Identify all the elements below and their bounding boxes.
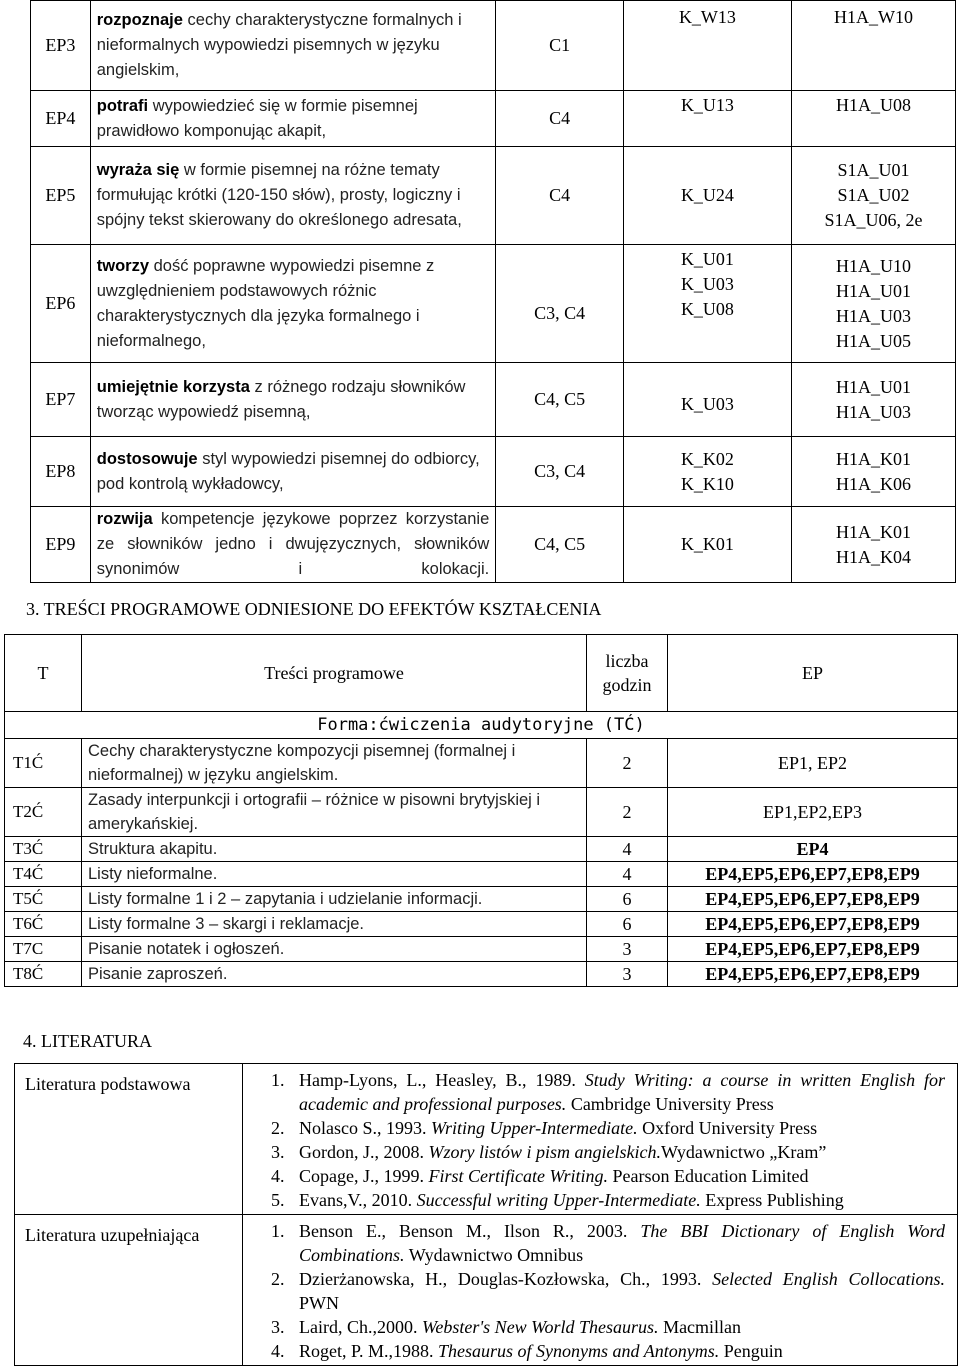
literature-table	[14, 1063, 958, 1366]
ref-title: Wzory listów i pism angielskich.	[428, 1142, 661, 1162]
effect-direction-ref: K_K01	[623, 507, 791, 583]
effect-code: EP6	[31, 245, 91, 363]
learning-outcomes-table	[30, 0, 956, 583]
effect-verb: wyraża się	[96, 161, 180, 179]
basic-literature-items	[251, 1068, 945, 1212]
table-row	[31, 147, 956, 245]
ref-title: First Certificate Writing.	[428, 1166, 608, 1186]
ref-author: Roget, P. M.,1988.	[299, 1341, 439, 1361]
topic-hours: 3	[587, 937, 668, 962]
effect-direction-ref: K_K02 K_K10	[623, 437, 791, 507]
ref-publisher: Pearson Education Limited	[608, 1166, 809, 1186]
ref-title: Successful writing Upper-Intermediate.	[416, 1190, 701, 1210]
effect-description	[90, 363, 496, 437]
basic-literature-label: Literatura podstawowa	[15, 1064, 243, 1215]
effect-area-ref: H1A_U10 H1A_U01 H1A_U03 H1A_U05	[792, 245, 956, 363]
table-row	[5, 962, 958, 987]
ref-author: Hamp-Lyons, L., Heasley, B., 1989.	[299, 1070, 585, 1090]
ref-author: Evans,V., 2010.	[299, 1190, 417, 1210]
topic-code: T7C	[5, 937, 82, 962]
header-t: T	[5, 635, 82, 712]
list-item	[289, 1068, 945, 1116]
header-hours: liczba godzin	[587, 635, 668, 712]
section-heading-literature: 4. LITERATURA	[23, 1031, 152, 1051]
table-row	[5, 788, 958, 837]
topic-content: Listy nieformalne.	[82, 862, 587, 887]
effect-direction-ref: K_U24	[623, 147, 791, 245]
supplementary-literature-items	[251, 1219, 945, 1363]
table-row	[5, 912, 958, 937]
table-row	[31, 245, 956, 363]
list-item	[289, 1267, 945, 1315]
header-ep: EP	[668, 635, 958, 712]
effect-code: EP4	[31, 91, 91, 147]
topic-code: T1Ć	[5, 739, 82, 788]
list-item	[289, 1140, 945, 1164]
effect-verb: potrafi	[96, 96, 149, 115]
effect-goal: C3, C4	[496, 437, 624, 507]
effect-code: EP3	[31, 1, 91, 91]
effect-verb: rozpoznaje	[96, 11, 183, 29]
ref-title: Study Writing: a course in written English for academic and professional purposes.	[299, 1070, 946, 1114]
effect-description	[90, 245, 496, 363]
table-row	[31, 91, 956, 147]
effect-goal: C4	[496, 91, 624, 147]
topic-hours: 2	[587, 788, 668, 837]
effect-goal: C3, C4	[496, 245, 624, 363]
table-row	[15, 1064, 958, 1215]
table-row	[31, 507, 956, 583]
ref-title: The BBI Dictionary of English Word Combinations.	[299, 1221, 945, 1265]
ref-author: Dzierżanowska, H., Douglas-Kozłowska, Ch., 1993.	[299, 1269, 713, 1289]
ref-publisher: PWN	[299, 1293, 339, 1313]
list-item	[289, 1116, 945, 1140]
effect-description	[90, 507, 496, 583]
effect-direction-ref: K_W13	[623, 1, 791, 91]
effect-text: w formie pisemnej na różne tematy formułując krótki (120-150 słów), prosty, logiczny i spójny tekst skierowany do określonego adresata,	[96, 161, 462, 229]
effect-verb: dostosowuje	[96, 449, 198, 468]
effect-verb: tworzy	[96, 256, 150, 275]
list-item	[289, 1339, 945, 1363]
topic-ep: EP4,EP5,EP6,EP7,EP8,EP9	[668, 962, 958, 987]
header-content: Treści programowe	[82, 635, 587, 712]
effect-verb: umiejętnie korzysta	[96, 377, 250, 396]
topic-content: Cechy charakterystyczne kompozycji pisemnej (formalnej i nieformalnej) w języku angielskim.	[82, 739, 587, 788]
topic-hours: 2	[587, 739, 668, 788]
effect-area-ref: H1A_K01 H1A_K04	[792, 507, 956, 583]
topic-ep: EP4	[668, 837, 958, 862]
ref-publisher: Wydawnictwo Omnibus	[404, 1245, 584, 1265]
ref-publisher: Macmillan	[658, 1317, 742, 1337]
table-row	[5, 739, 958, 788]
ref-title: Thesaurus of Synonyms and Antonyms.	[438, 1341, 720, 1361]
ref-author: Copage, J., 1999.	[299, 1166, 429, 1186]
effect-text: dość poprawne wypowiedzi pisemne z uwzględnieniem podstawowych różnic charakterystycznych dla języka formalnego i nieformalnego,	[96, 256, 435, 350]
topic-hours: 4	[587, 837, 668, 862]
effect-goal: C1	[496, 1, 624, 91]
table-row	[15, 1215, 958, 1366]
ref-title: Selected English Collocations.	[712, 1269, 946, 1289]
effect-code: EP8	[31, 437, 91, 507]
list-item	[289, 1219, 945, 1267]
topic-content: Listy formalne 1 i 2 – zapytania i udzielanie informacji.	[82, 887, 587, 912]
topic-content: Pisanie notatek i ogłoszeń.	[82, 937, 587, 962]
supplementary-literature-label: Literatura uzupełniająca	[15, 1215, 243, 1366]
topic-ep: EP1,EP2,EP3	[668, 788, 958, 837]
effect-description	[90, 1, 496, 91]
effect-description	[90, 91, 496, 147]
table-row	[5, 837, 958, 862]
ref-author: Gordon, J., 2008.	[299, 1142, 429, 1162]
effect-text: styl wypowiedzi pisemnej do odbiorcy, pod kontrolą wykładowcy,	[96, 449, 480, 493]
effect-text: kompetencje językowe poprzez korzystanie ze słowników jedno i dwujęzycznych, słowników synonimów i kolokacji.	[96, 510, 490, 578]
topic-ep: EP4,EP5,EP6,EP7,EP8,EP9	[668, 887, 958, 912]
effect-code: EP9	[31, 507, 91, 583]
topic-code: T8Ć	[5, 962, 82, 987]
topic-content: Zasady interpunkcji i ortografii – różnice w pisowni brytyjskiej i amerykańskiej.	[82, 788, 587, 837]
topic-code: T6Ć	[5, 912, 82, 937]
topic-code: T2Ć	[5, 788, 82, 837]
effect-direction-ref: K_U01 K_U03 K_U08	[623, 245, 791, 363]
form-label: Forma:ćwiczenia audytoryjne (TĆ)	[5, 712, 958, 739]
table-row	[31, 437, 956, 507]
form-row	[5, 712, 958, 739]
ref-author: Benson E., Benson M., Ilson R., 2003.	[299, 1221, 641, 1241]
ref-title: Webster's New World Thesaurus.	[422, 1317, 659, 1337]
table-row	[31, 363, 956, 437]
ref-publisher: Wydawnictwo „Kram”	[661, 1142, 827, 1162]
effect-area-ref: H1A_U08	[792, 91, 956, 147]
supplementary-literature-list	[243, 1215, 958, 1366]
effect-description	[90, 437, 496, 507]
effect-code: EP5	[31, 147, 91, 245]
ref-author: Laird, Ch.,2000.	[299, 1317, 422, 1337]
section-heading-program: 3. TREŚCI PROGRAMOWE ODNIESIONE DO EFEKTÓW KSZTAŁCENIA	[26, 599, 602, 619]
ref-publisher: Cambridge University Press	[566, 1094, 774, 1114]
table-row	[5, 887, 958, 912]
effect-text: cechy charakterystyczne formalnych i nieformalnych wypowiedzi pisemnych w języku angielskim,	[96, 11, 462, 79]
effect-area-ref: S1A_U01 S1A_U02 S1A_U06, 2e	[792, 147, 956, 245]
effect-direction-ref: K_U03	[623, 363, 791, 437]
effect-text: z różnego rodzaju słowników tworząc wypowiedź pisemną,	[96, 377, 466, 421]
effect-description	[90, 147, 496, 245]
program-content-table	[4, 634, 958, 987]
effect-direction-ref: K_U13	[623, 91, 791, 147]
table-row	[5, 937, 958, 962]
topic-hours: 4	[587, 862, 668, 887]
effect-goal: C4, C5	[496, 507, 624, 583]
topic-ep: EP4,EP5,EP6,EP7,EP8,EP9	[668, 912, 958, 937]
topic-ep: EP1, EP2	[668, 739, 958, 788]
effect-area-ref: H1A_K01 H1A_K06	[792, 437, 956, 507]
topic-content: Struktura akapitu.	[82, 837, 587, 862]
table-header-row	[5, 635, 958, 712]
topic-ep: EP4,EP5,EP6,EP7,EP8,EP9	[668, 862, 958, 887]
ref-author: Nolasco S., 1993.	[299, 1118, 431, 1138]
effect-area-ref: H1A_U01 H1A_U03	[792, 363, 956, 437]
topic-code: T4Ć	[5, 862, 82, 887]
topic-hours: 6	[587, 887, 668, 912]
list-item	[289, 1315, 945, 1339]
effect-code: EP7	[31, 363, 91, 437]
effect-text: wypowiedzieć się w formie pisemnej prawidłowo komponując akapit,	[96, 96, 418, 140]
effect-verb: rozwija	[96, 510, 153, 528]
topic-code: T3Ć	[5, 837, 82, 862]
effect-goal: C4, C5	[496, 363, 624, 437]
ref-publisher: Oxford University Press	[637, 1118, 818, 1138]
topic-hours: 3	[587, 962, 668, 987]
effect-goal: C4	[496, 147, 624, 245]
basic-literature-list	[243, 1064, 958, 1215]
list-item	[289, 1188, 945, 1212]
topic-ep: EP4,EP5,EP6,EP7,EP8,EP9	[668, 937, 958, 962]
ref-publisher: Penguin	[719, 1341, 783, 1361]
ref-publisher: Express Publishing	[700, 1190, 844, 1210]
table-row	[31, 1, 956, 91]
table-row	[5, 862, 958, 887]
topic-content: Pisanie zaproszeń.	[82, 962, 587, 987]
topic-code: T5Ć	[5, 887, 82, 912]
topic-hours: 6	[587, 912, 668, 937]
ref-title: Writing Upper-Intermediate.	[431, 1118, 638, 1138]
effect-area-ref: H1A_W10	[792, 1, 956, 91]
topic-content: Listy formalne 3 – skargi i reklamacje.	[82, 912, 587, 937]
list-item	[289, 1164, 945, 1188]
